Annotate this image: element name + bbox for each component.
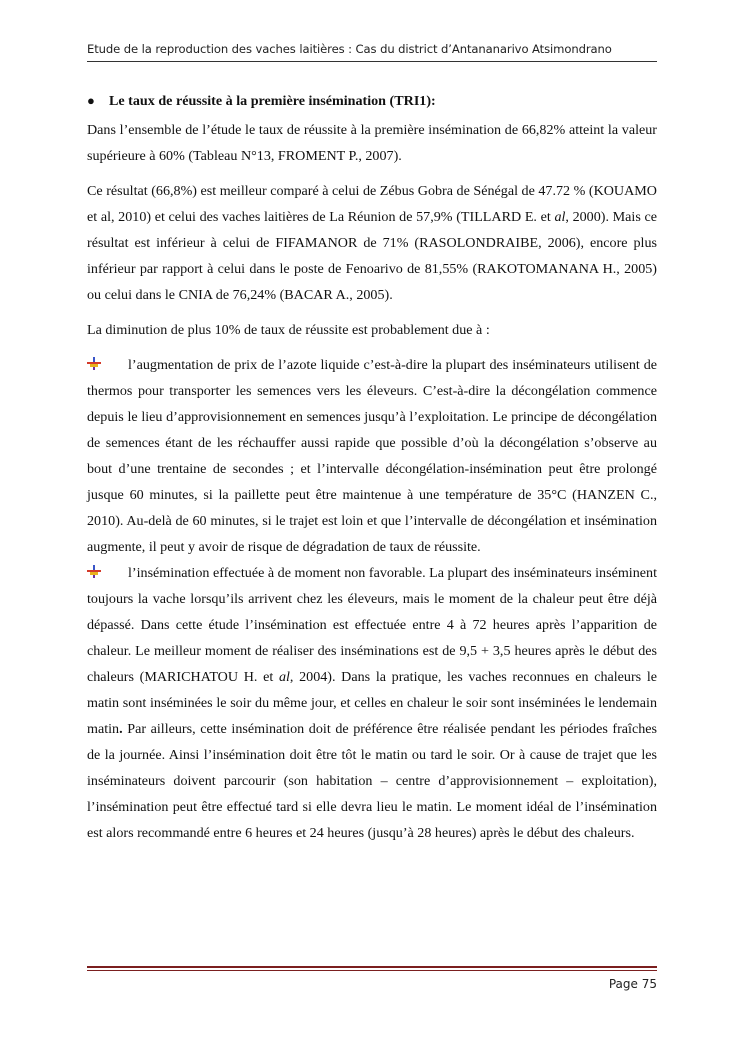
- paragraph-2: [87, 178, 657, 308]
- colored-arrow-bullet-icon: [87, 565, 101, 578]
- header-divider: [87, 61, 657, 62]
- list-item-2-text-a: l’insémination effectuée à de moment non favorable. La plupart des inséminateurs inséminent toujours la vache lorsqu’ils arrivent chez les éleveurs, mais le moment de la chaleur peut être déjà dépassé. Dans cette étude l’insémination est effectuée entre 4 à 72 heures après l’apparition de chaleur. Le meilleur moment de réaliser des inséminations est de 9,5 + 3,5 heures après le début des chaleurs (MARICHATOU H. et: [87, 565, 657, 685]
- running-header: Etude de la reproduction des vaches laitières : Cas du district d’Antananarivo Atsimondrano: [87, 42, 612, 56]
- list-item-2-bold-dot: .: [119, 721, 123, 737]
- list-item-2-italic: al: [278, 669, 290, 685]
- paragraph-2-text-b: , 2000). Mais ce résultat est inférieur à celui de FIFAMANOR de 71% (RASOLONDRAIBE, 2006), encore plus inférieur par rapport à celui dans le poste de Fenoarivo de 81,55% (RAKOTOMANANA H., 2005) ou celui dans le CNIA de 76,24% (BACAR A., 2005).: [87, 209, 657, 303]
- footer-divider-thin: [87, 970, 657, 971]
- list-item-2-text-c: Par ailleurs, cette insémination doit de préférence être réalisée pendant les périodes fraîches de la journée. Ainsi l’insémination doit être tôt le matin ou tard le soir. Or à cause de trajet que les inséminateurs doivent parcourir (son habitation – centre d’approvisionnement – exploitation), l’insémination peut être effectué tard si elle devra lieu le matin. Le moment idéal de l’insémination est alors recommandé entre 6 heures et 24 heures (jusqu’à 28 heures) après le début des chaleurs.: [87, 721, 657, 841]
- section-heading-text: Le taux de réussite à la première insémination (TRI1):: [109, 93, 436, 109]
- list-item-1-text: l’augmentation de prix de l’azote liquide c’est-à-dire la plupart des inséminateurs utilisent de thermos pour transporter les semences vers les éleveurs. C’est-à-dire la décongélation commence depuis le lieu d’approvisionnement en semences jusqu’à l’exploitation. Le principe de décongélation de semences étant de les réchauffer aussi rapide que possible d’où la décongélation s’observe au bout d’une trentaine de secondes ; et l’intervalle décongélation-insémination peut être prolongé jusque 60 minutes, si la paillette peut être maintenue à une température de 35°C (HANZEN C., 2010). Au-delà de 60 minutes, si le trajet est loin et que l’intervalle de décongélation et insémination augmente, il peut y avoir de risque de dégradation de taux de réussite.: [87, 357, 657, 555]
- footer-divider-thick: [87, 966, 657, 968]
- colored-arrow-bullet-icon: [87, 357, 101, 370]
- paragraph-2-text-a: Ce résultat (66,8%) est meilleur comparé à celui de Zébus Gobra de Sénégal de 47.72 % (KOUAMO et al, 2010) et celui des vaches laitières de La Réunion de 57,9% (TILLARD E. et: [87, 183, 657, 225]
- paragraph-2-italic: al: [554, 209, 566, 225]
- section-heading: [87, 88, 657, 114]
- list-item-2-text-b: , 2004). Dans la pratique, les vaches reconnues en chaleurs le matin sont inséminées le soir du même jour, et celles en chaleur le soir sont inséminées le lendemain matin: [87, 669, 657, 737]
- list-item-1: [87, 352, 657, 560]
- paragraph-1: Dans l’ensemble de l’étude le taux de réussite à la première insémination de 66,82% atteint la valeur supérieure à 60% (Tableau N°13, FROMENT P., 2007).: [87, 122, 657, 164]
- paragraph-3: La diminution de plus 10% de taux de réussite est probablement due à :: [87, 322, 490, 338]
- page-body: [87, 88, 657, 846]
- list-item-2: [87, 560, 657, 846]
- bullet-dot-icon: ●: [87, 93, 95, 108]
- page-number: Page 75: [608, 977, 657, 991]
